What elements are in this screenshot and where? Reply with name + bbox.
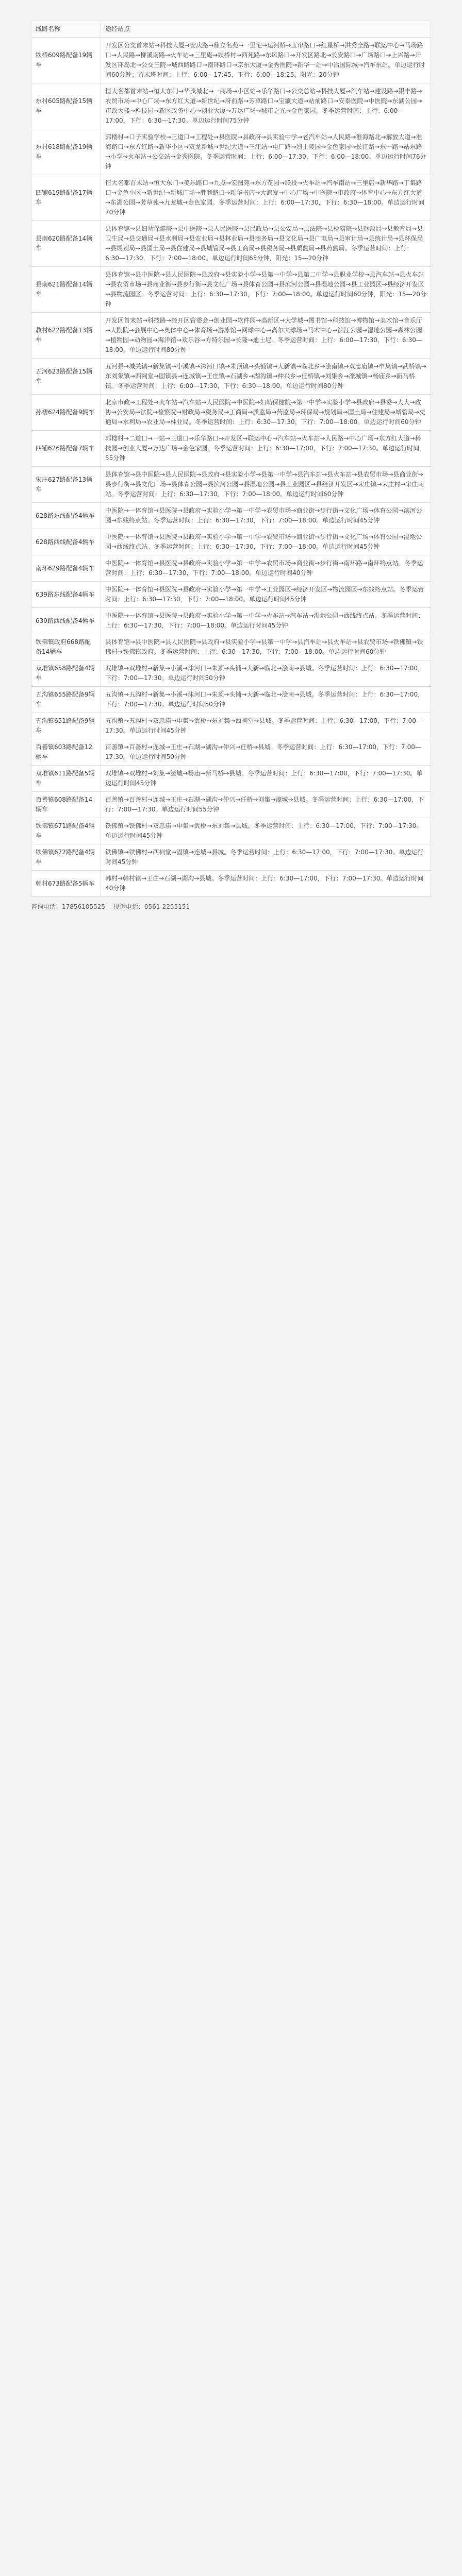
route-name-cell: 639路东线配备4辆车 xyxy=(31,582,101,608)
table-header-row xyxy=(31,21,431,38)
route-stops-cell: 县体育馆→县妇幼保健院→县中医院→县人民医院→县民政局→县公安局→县法院→县检察院→县财政局→县教育局→县卫生局→县交通局→县水利局→县农业局→县林业局→县商务局→县文化局→县广电局→县审计局→县统计局→县环保局→县规划局→县国土局→县住建局→县城管局→县工商局→县税务局→县质监局→县药监局。冬季运营时间：上行：6:30—17:30，下行：7:00—18:00。单边运行时间65分钟，阳光：15—20分钟 xyxy=(101,221,431,267)
table-row xyxy=(31,766,431,792)
route-name-cell: 宋庄627路配备13辆车 xyxy=(31,467,101,503)
route-name-cell: 铁佛镇671路配备4辆车 xyxy=(31,818,101,844)
route-stops-cell: 县体育馆→县中医院→县人民医院→县政府→县实验小学→县第一中学→县汽车站→县火车站→县农贸市场→县商业街→县步行街→县文化广场→县体育公园→县滨河公园→县湿地公园→县工业园区→县经济开发区→宋庄镇→宋庄村→宋庄南站。冬季运营时间：上行：6:30—17:30，下行：7:00—18:00。单边运行时间60分钟 xyxy=(101,467,431,503)
route-stops-cell: 开发区首末站→科技路→经开区管委会→创业园→软件园→高新区→大学城→图书馆→科技馆→博物馆→美术馆→音乐厅→大剧院→会展中心→奥体中心→体育场→游泳馆→网球中心→高尔夫球场→马术中心→滨江公园→湿地公园→森林公园→植物园→动物园→海洋馆→欢乐谷→方特乐园→长隆→迪士尼。冬季运营时间：上行：6:00—17:30，下行：6:30—18:00。单边运行时间80分钟 xyxy=(101,313,431,359)
route-name-cell: 南环629路配备4辆车 xyxy=(31,555,101,582)
route-name-cell: 铁桥609路配备19辆车 xyxy=(31,38,101,83)
table-row xyxy=(31,83,431,129)
route-name-cell: 县南620路配备14辆车 xyxy=(31,221,101,267)
table-row xyxy=(31,129,431,175)
table-row xyxy=(31,634,431,660)
route-stops-cell: 中医院→一体育馆→县医院→县政府→实验小学→第一中学→火车站→汽车站→湿地公园→西线终点站。冬季运营时间：上行：6:30—17:30，下行：7:00—18:00。单边运行时间45分钟 xyxy=(101,608,431,634)
route-name-cell: 628路西线配备4辆车 xyxy=(31,529,101,555)
table-row xyxy=(31,175,431,221)
route-stops-cell: 五河县→城关镇→新集镇→小溪镇→沫河口镇→朱顶镇→头铺镇→大新镇→临北乡→浍南镇→双忠庙镇→申集镇→武桥镇→东刘集镇→西祠堂→固镇县→连城镇→王庄镇→石湖乡→湖沟镇→仲兴乡→任桥镇→刘集乡→濠城镇→杨庙乡→新马桥镇。冬季运营时间：上行：6:00—17:30，下行：6:30—18:00。单边运行时间80分钟 xyxy=(101,359,431,395)
route-stops-cell: 中医院→一体育馆→县医院→县政府→实验小学→第一中学→工业园区→经济开发区→物流园区→东线终点站。冬季运营时间：上行：6:30—17:30，下行：7:00—18:00。单边运行时间45分钟 xyxy=(101,582,431,608)
table-row xyxy=(31,431,431,467)
route-stops-cell: 开发区公交首末站→科技大厦→安庆路→鼎立名苑→一里宅→运河桥→玉帘路口→红星桥→洪秀全路→联运中心→马场路口→人民路→柳溪南路→火车站→三里庵→铁桥村→西苑路→东风路口→开发区路北→长安路口→广场路口→上兴路→开发区环岛北→公交三院→城西路路口→南环路口→京东大厦→金秀医院→新华一站→中冶国际城→汽车东站。单边运行时间60分钟；首末班时间：上行：6:00—17:45，下行：6:00—18:25，阳光：20分钟 xyxy=(101,38,431,83)
table-row xyxy=(31,871,431,897)
route-name-cell: 孙楼624路配备9辆车 xyxy=(31,395,101,431)
route-stops-cell: 百善镇→百善村→连城→王庄→石湖→湖沟→仲兴→任桥→刘集→濠城→县城。冬季运营时间：上行：6:30—17:00，下行：7:00—17:30。单边运行时间55分钟 xyxy=(101,792,431,818)
route-stops-cell: 县体育馆→县中医院→县人民医院→县政府→县实验小学→县第一中学→县第二中学→县职业学校→县汽车站→县火车站→县农贸市场→县商业街→县步行街→县文化广场→县体育公园→县滨河公园→县湿地公园→县工业园区→县经济开发区→县物流园区。冬季运营时间：上行：6:30—17:30，下行：7:00—18:00。单边运行时间60分钟，阳光：15—20分钟 xyxy=(101,267,431,313)
table-row xyxy=(31,687,431,713)
complaint-phone: 投诉电话：0561-2255151 xyxy=(113,903,190,910)
route-name-cell: 教村622路配备13辆车 xyxy=(31,313,101,359)
route-stops-cell: 双堆镇→双堆村→新集→小溪→沫河口→朱顶→头铺→大新→临北→浍南→县城。冬季运营时间：上行：6:30—17:00，下行：7:00—17:30。单边运行时间50分钟 xyxy=(101,660,431,687)
route-stops-cell: 百善镇→百善村→连城→王庄→石湖→湖沟→仲兴→任桥→县城。冬季运营时间：上行：6:30—17:00，下行：7:00—17:30。单边运行时间50分钟 xyxy=(101,739,431,766)
table-row xyxy=(31,38,431,83)
contact-phone: 咨询电话：17856105525 xyxy=(31,903,105,910)
route-name-cell: 县南621路配备14辆车 xyxy=(31,267,101,313)
route-name-cell: 五沟镇655路配备9辆车 xyxy=(31,687,101,713)
table-row xyxy=(31,818,431,844)
route-name-cell: 五河623路配备15辆车 xyxy=(31,359,101,395)
table-row xyxy=(31,582,431,608)
table-row xyxy=(31,313,431,359)
table-row xyxy=(31,221,431,267)
route-stops-cell: 恒大名都首末站→恒大东门→美乐路口→九点→宏图苑→东方花园→联投→火车站→汽车南站→三里店→新华路→丁集路口→金色小区→新世纪→新城广场→胜利路口→新华书店→大润发→中心广场→中医院→市政府→体育中心→东方红大道→东湖公园→芳草苑→九龙城→金色家园。冬季运营时间：上行：6:00—17:30，下行：6:30—18:00。单边运行时间70分钟 xyxy=(101,175,431,221)
route-article xyxy=(31,21,431,897)
table-row xyxy=(31,844,431,871)
table-row xyxy=(31,739,431,766)
route-name-cell: 628路东线配备4辆车 xyxy=(31,503,101,529)
route-name-cell: 四铺626路配备7辆车 xyxy=(31,431,101,467)
table-row xyxy=(31,267,431,313)
route-stops-cell: 韩村→韩村镇→王庄→石湖→湖沟→县城。冬季运营时间：上行：6:30—17:00，下行：7:00—17:30。单边运行时间40分钟 xyxy=(101,871,431,897)
route-name-cell: 东村605路配备15辆车 xyxy=(31,83,101,129)
header-route-name: 线路名称 xyxy=(31,21,101,38)
route-stops-cell: 中医院→一体育馆→县医院→县政府→实验小学→第一中学→农贸市场→商业街→步行街→文化广场→体育公园→滨河公园→东线终点站。冬季运营时间：上行：6:30—17:30，下行：7:00—18:00。单边运行时间45分钟 xyxy=(101,503,431,529)
route-stops-cell: 郭楼村→口子实验学校→三道口→工程处→县医院→县政府→县实验中学→老汽车站→人民路→淮海路北→解放大道→淮海路口→东方红路→新华小区→双龙新城→世纪大道→三江站→电厂路→烈士陵园→金色家园→长江路→东一路→站东路→小学→火车站→公交站→金秀医院。冬季运营时间：上行：6:00—17:30，下行：6:00—18:00。单边运行时间76分钟 xyxy=(101,129,431,175)
route-name-cell: 东村618路配备19辆车 xyxy=(31,129,101,175)
route-name-cell: 639路西线配备4辆车 xyxy=(31,608,101,634)
table-row xyxy=(31,467,431,503)
route-name-cell: 五沟镇651路配备9辆车 xyxy=(31,713,101,739)
table-row xyxy=(31,608,431,634)
route-stops-cell: 中医院→一体育馆→县医院→县政府→实验小学→第一中学→农贸市场→商业街→步行街→文化广场→体育公园→湿地公园→西线终点站。冬季运营时间：上行：6:30—17:30，下行：7:00—18:00。单边运行时间45分钟 xyxy=(101,529,431,555)
route-stops-cell: 五沟镇→五沟村→新集→小溪→沫河口→朱顶→头铺→大新→临北→浍南→县城。冬季运营时间：上行：6:30—17:00，下行：7:00—17:30。单边运行时间50分钟 xyxy=(101,687,431,713)
route-stops-cell: 双堆镇→双堆村→刘集→濠城→杨庙→新马桥→县城。冬季运营时间：上行：6:30—17:00，下行：7:00—17:30。单边运行时间45分钟 xyxy=(101,766,431,792)
route-name-cell: 铁佛镇政府668路配备14辆车 xyxy=(31,634,101,660)
route-name-cell: 铁佛镇672路配备4辆车 xyxy=(31,844,101,871)
route-name-cell: 韩村673路配备5辆车 xyxy=(31,871,101,897)
route-stops-cell: 五沟镇→五沟村→双忠庙→申集→武桥→东刘集→西祠堂→县城。冬季运营时间：上行：6:30—17:00，下行：7:00—17:30。单边运行时间45分钟 xyxy=(101,713,431,739)
header-route-stops: 途经站点 xyxy=(101,21,431,38)
table-body xyxy=(31,38,431,897)
route-stops-cell: 中医院→一体育馆→县医院→县政府→实验小学→第一中学→农贸市场→商业街→步行街→南环路→南环终点站。冬季运营时间：上行：6:30—17:30，下行：7:00—18:00。单边运行时间40分钟 xyxy=(101,555,431,582)
table-row xyxy=(31,660,431,687)
contact-info xyxy=(31,902,431,911)
table-row xyxy=(31,792,431,818)
table-row xyxy=(31,395,431,431)
route-name-cell: 双堆镇611路配备5辆车 xyxy=(31,766,101,792)
table-row xyxy=(31,713,431,739)
route-name-cell: 四铺619路配备17辆车 xyxy=(31,175,101,221)
route-stops-cell: 北京市政→工程处→火车站→汽车站→人民医院→中医院→妇幼保健院→第一中学→实验小学→县政府→县委→人大→政协→公安局→法院→检察院→财政局→税务局→工商局→质监局→药监局→环保局→规划局→国土局→住建局→城管局→交通局→水利局→农业局→林业局。冬季运营时间：上行：6:30—17:30，下行：7:00—18:00。单边运行时间60分钟 xyxy=(101,395,431,431)
route-stops-cell: 县体育馆→县中医院→县人民医院→县政府→县实验小学→县第一中学→县汽车站→县火车站→县农贸市场→铁佛镇→铁佛村→铁佛镇政府。冬季运营时间：上行：6:30—17:30，下行：7:00—18:00。单边运行时间60分钟 xyxy=(101,634,431,660)
route-stops-cell: 恒大名都首末站→恒大东门→华茂城北→一商场→小区站→乐华路口→公交总站→科技大厦→汽车站→建设路→银丰路→农贸市场→中心广场→东方红大道→新世纪→府前路→芳草路口→宝瀛大道→站前路口→安泰医院→中医院→东湖公园→市政大楼→科技园→新区政务中心→创业大厦→万达广场→城市之光→金色家园。冬季运营时间：上行：6:00—17:00，下行：6:30—17:30。单边运行时间75分钟 xyxy=(101,83,431,129)
table-row xyxy=(31,555,431,582)
route-stops-cell: 铁佛镇→铁佛村→西祠堂→固镇→连城→县城。冬季运营时间：上行：6:30—17:00，下行：7:00—17:30。单边运行时间45分钟 xyxy=(101,844,431,871)
table-row xyxy=(31,503,431,529)
route-name-cell: 百善镇608路配备14辆车 xyxy=(31,792,101,818)
table-row xyxy=(31,359,431,395)
route-stops-cell: 铁佛镇→铁佛村→双忠庙→申集→武桥→东刘集→县城。冬季运营时间：上行：6:30—17:00，下行：7:00—17:30。单边运行时间45分钟 xyxy=(101,818,431,844)
route-name-cell: 百善镇603路配备12辆车 xyxy=(31,739,101,766)
route-stops-cell: 郭楼村→二道口→一站→三道口→乐华路口→开发区→联运中心→汽车站→火车站→人民路→中心广场→东方红大道→科技园→创业大厦→万达广场→金色家园。冬季运营时间：上行：6:30—17:00，下行：7:00—17:30。单边运行时间55分钟 xyxy=(101,431,431,467)
route-name-cell: 双堆镇658路配备4辆车 xyxy=(31,660,101,687)
table-row xyxy=(31,529,431,555)
bus-route-table xyxy=(31,21,431,897)
